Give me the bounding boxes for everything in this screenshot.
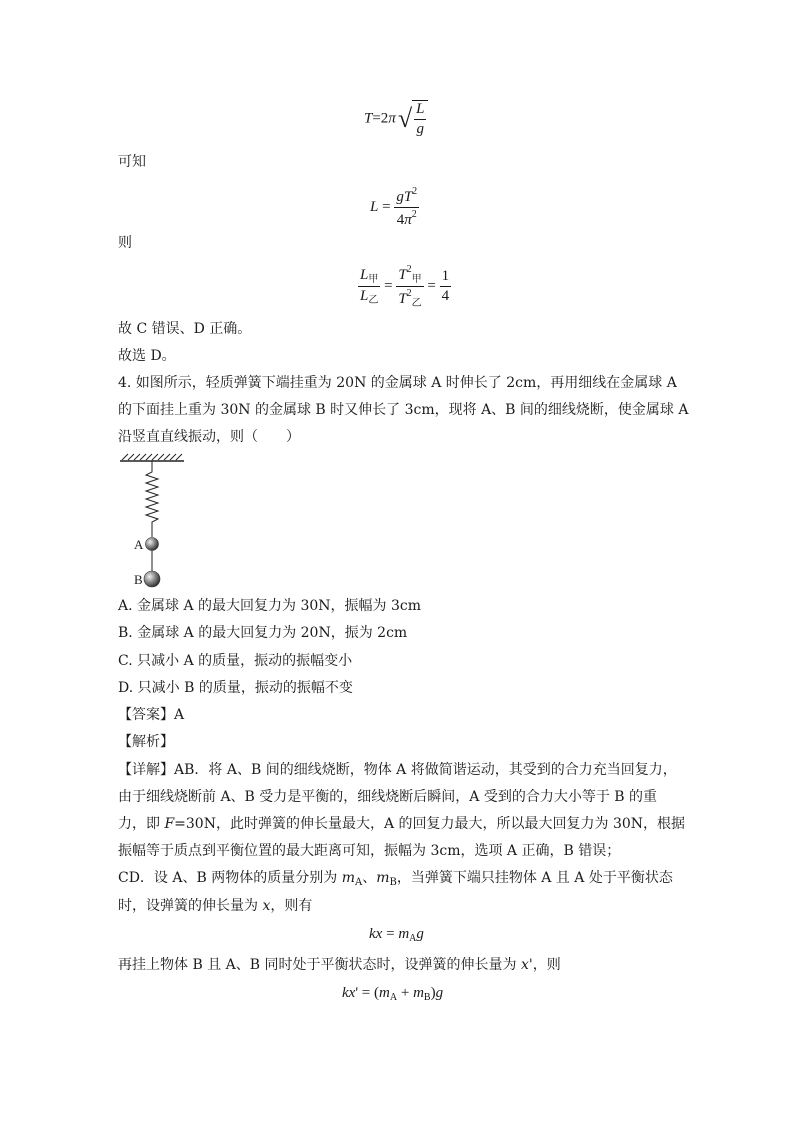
label-a: A (134, 537, 144, 552)
ceiling-hatch (122, 454, 182, 460)
answer: 【答案】A (118, 707, 185, 723)
question-line-1: 4. 如图所示，轻质弹簧下端挂重为 20N 的金属球 A 时伸长了 2cm，再用细线在金属球 A (118, 375, 677, 391)
detail-line-4: 振幅等于质点到平衡位置的最大距离可知，振幅为 3cm，选项 A 正确，B 错误； (118, 843, 621, 859)
text-ze: 则 (118, 235, 132, 251)
text-again: 再挂上物体 B 且 A、B 同时处于平衡状态时，设弹簧的伸长量为 x'，则 (118, 957, 561, 973)
text-cd-conclusion: 故 C 错误、D 正确。 (118, 321, 252, 337)
detail-line-1: 【详解】AB．将 A、B 间的细线烧断，物体 A 将做简谐运动，其受到的合力充当回复力， (118, 762, 677, 778)
detail-line-3: 力，即 F=30N，此时弹簧的伸长量最大，A 的回复力最大，所以最大回复力为 30N，根据 (118, 816, 686, 832)
analysis-title: 【解析】 (118, 734, 174, 750)
detail-line-5: CD．设 A、B 两物体的质量分别为 $m_A$、$m_B$，当弹簧下端只挂物体 A 且 A 处于平衡状态 (118, 870, 673, 888)
detail-line-6: 时，设弹簧的伸长量为 x，则有 (118, 898, 313, 914)
option-c: C. 只减小 A 的质量，振动的振幅变小 (118, 653, 353, 669)
formula-length: L = $\frac{gT^2}{4\pi^2}$ (370, 186, 418, 228)
equation-1: kx = $m_Ag$ (369, 926, 424, 944)
option-d: D. 只减小 B 的质量，振动的振幅不变 (118, 680, 353, 696)
detail-line-2: 由于细线烧断前 A、B 受力是平衡的，细线烧断后瞬间，A 受到的合力大小等于 B 的重 (118, 789, 658, 805)
option-b: B. 金属球 A 的最大回复力为 20N，振为 2cm (118, 625, 408, 641)
text-choose-d: 故选 D。 (118, 348, 176, 364)
label-b: B (134, 572, 143, 587)
text-kezhi: 可知 (118, 154, 146, 170)
formula-period: T=2π√ $\frac{L}{g}$ (364, 100, 428, 138)
ball-a (146, 538, 159, 551)
spring-figure (112, 450, 212, 590)
equation-2: $kx' = (m_A + m_B)g$ (342, 985, 444, 1003)
formula-ratio: $\frac{L_甲}{L_乙}$ = $\frac{T^2_甲}{T^2_乙}$ = $\frac{1}{4}$ (360, 264, 450, 309)
spring (146, 461, 158, 537)
option-a: A. 金属球 A 的最大回复力为 30N，振幅为 3cm (118, 598, 422, 614)
question-line-3: 沿竖直直线振动，则（ ） (118, 429, 300, 445)
question-line-2: 的下面挂上重为 30N 的金属球 B 时又伸长了 3cm，现将 A、B 间的细线烧断，使金属球 A (118, 402, 689, 418)
ball-b (144, 571, 160, 587)
